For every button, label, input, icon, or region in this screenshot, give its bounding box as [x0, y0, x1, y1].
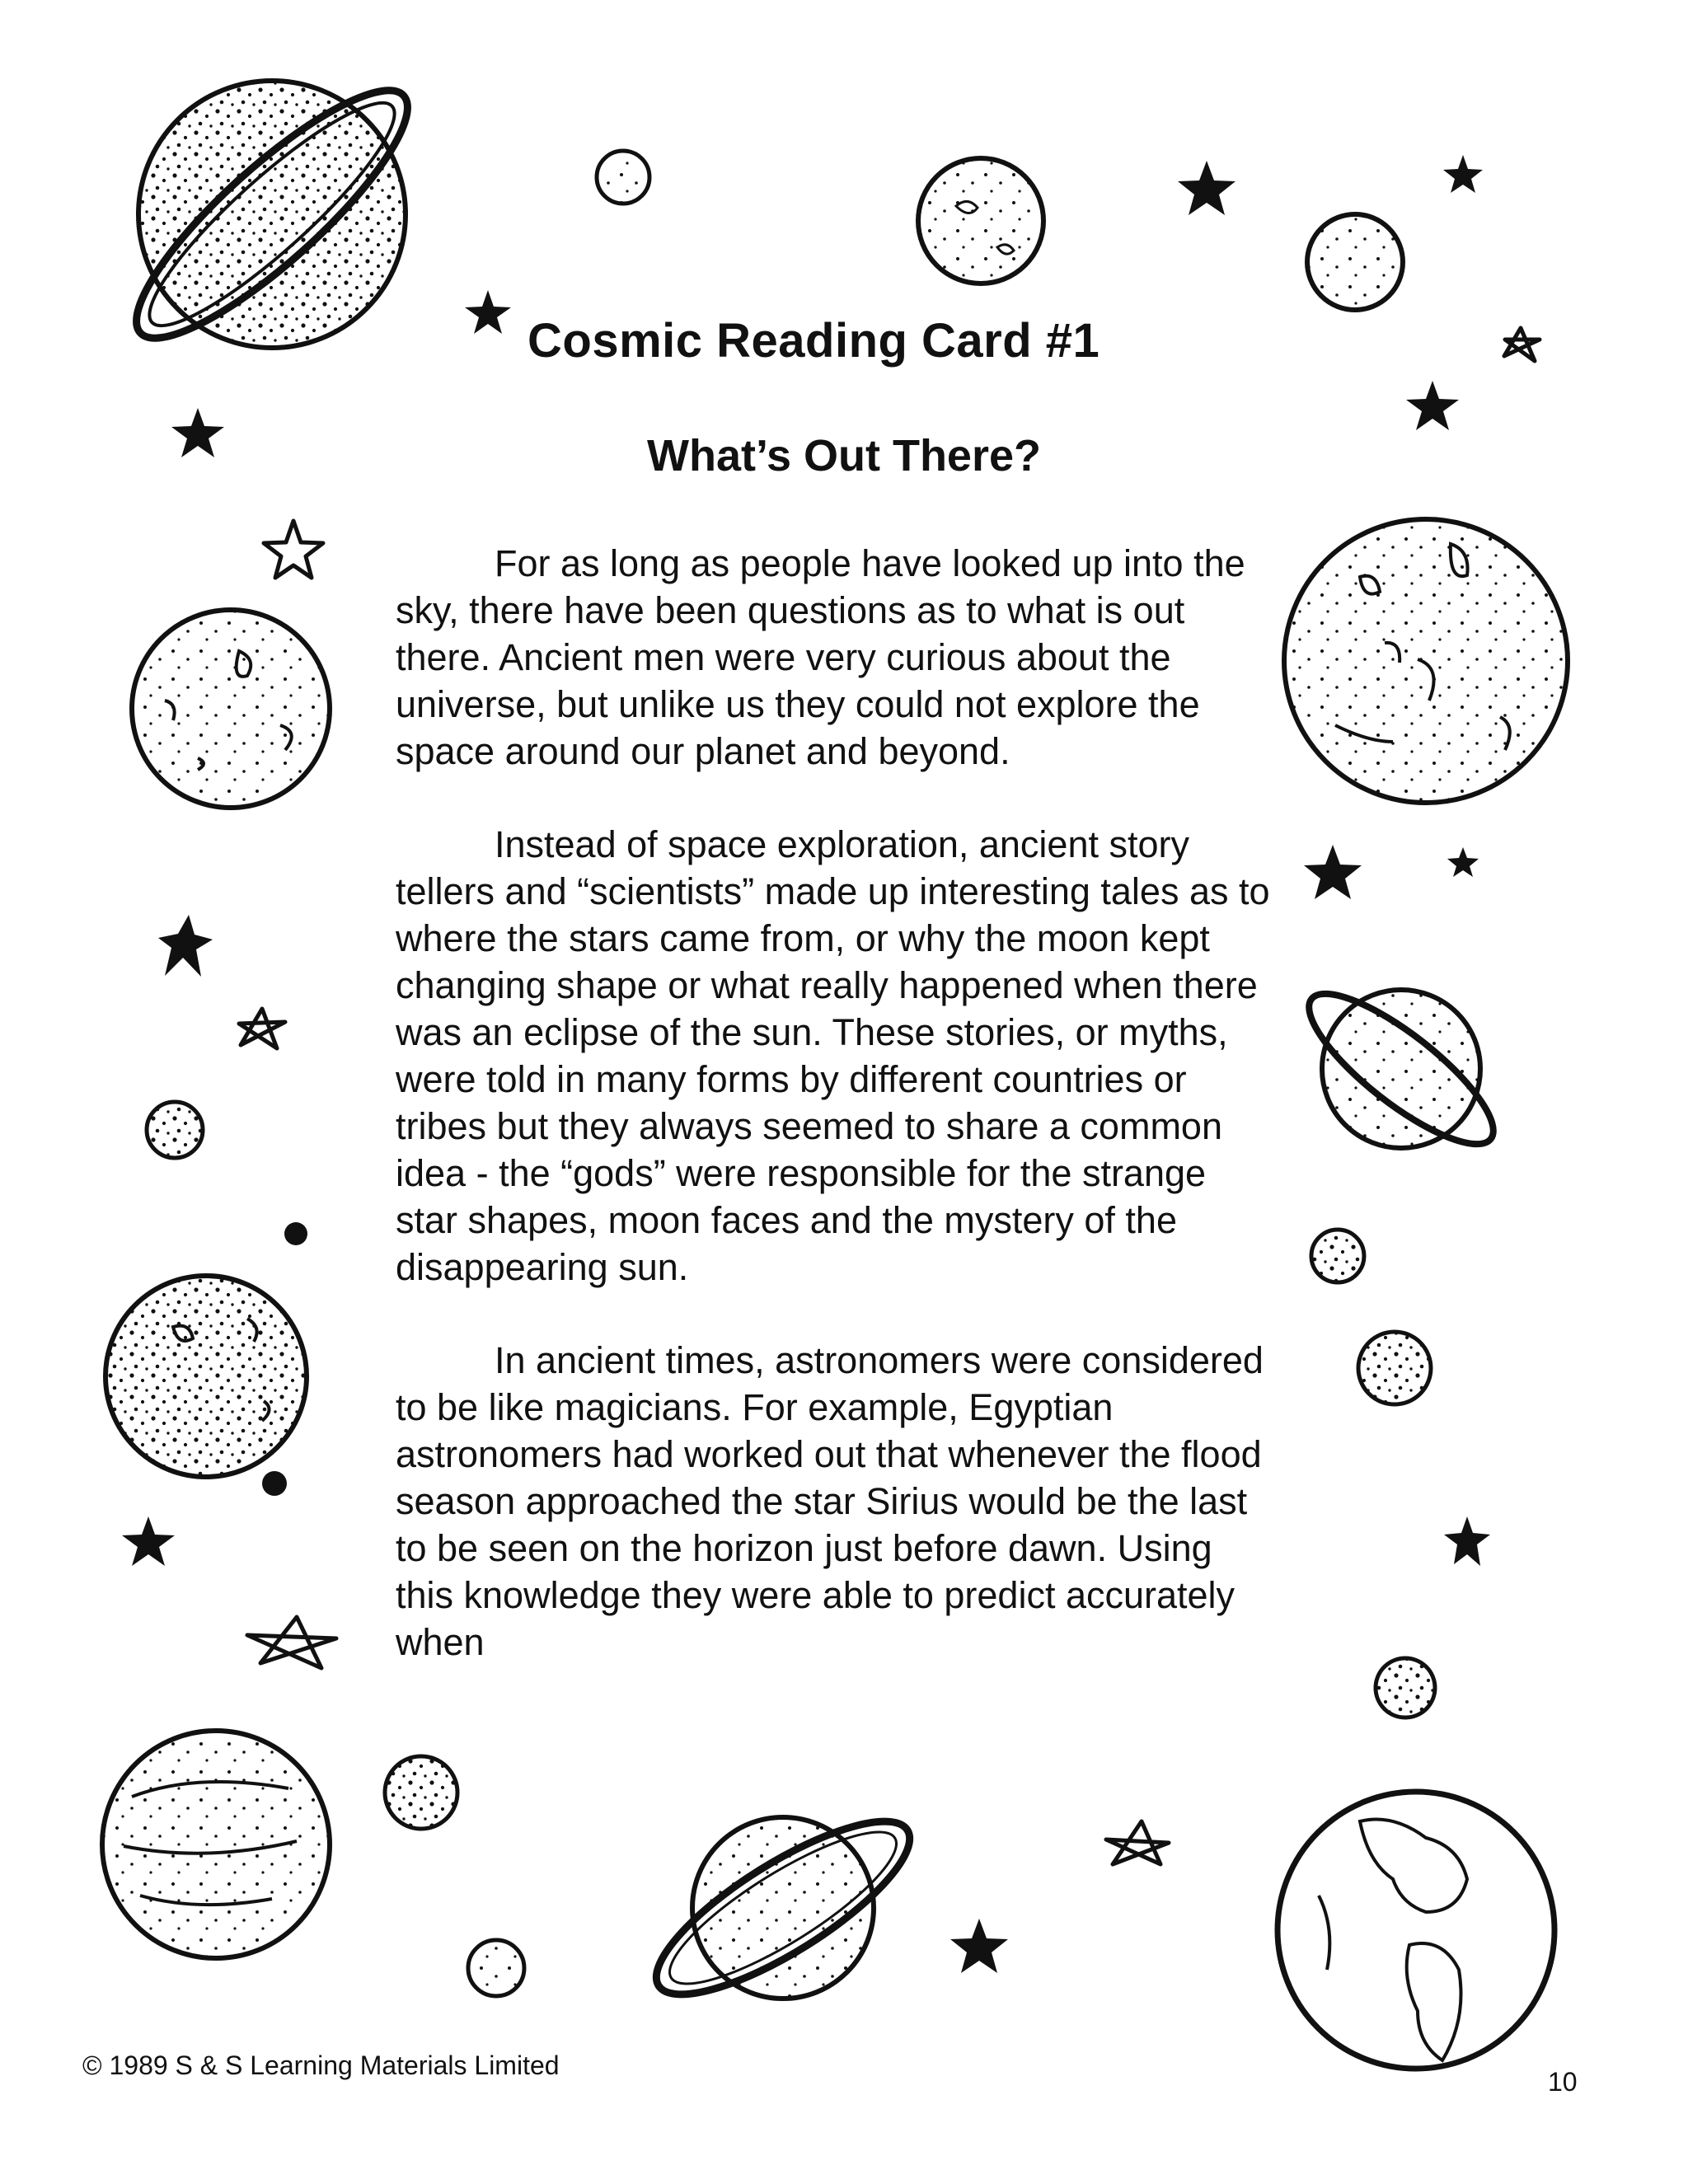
filled-star-icon	[1444, 1516, 1490, 1566]
filled-star-icon	[465, 290, 511, 334]
filled-star-icon	[1406, 381, 1459, 430]
moon-icon	[918, 158, 1043, 284]
outline-star-icon	[1106, 1821, 1169, 1864]
planet-icon	[1284, 519, 1568, 803]
filled-star-icon	[1447, 847, 1479, 877]
filled-star-icon	[158, 915, 213, 977]
earth-globe-icon	[1278, 1792, 1554, 2069]
moon-icon	[284, 1222, 307, 1245]
moon-icon	[597, 151, 649, 204]
moon-icon	[1307, 214, 1403, 310]
planet-icon	[106, 1276, 307, 1477]
outline-star-icon	[239, 1009, 285, 1048]
moon-icon	[1311, 1230, 1364, 1282]
outline-star-icon	[247, 1617, 336, 1668]
copyright-notice: © 1989 S & S Learning Materials Limited	[82, 2050, 560, 2080]
filled-star-icon	[1178, 161, 1236, 215]
page-number: 10	[1548, 2067, 1578, 2097]
filled-star-icon	[1443, 155, 1483, 193]
moon-icon	[1358, 1332, 1431, 1404]
reading-text	[396, 540, 1278, 1712]
card-subtitle: What’s Out There?	[646, 431, 1041, 480]
outline-star-icon	[1504, 328, 1540, 361]
filled-star-icon	[1304, 845, 1362, 899]
paragraph: In ancient times, astronomers were considered to be like magicians. For example, Egyptian astronomers had worked out that whenever the flood season approached the star Sirius would be the last to be seen on the horizon just before dawn. Using this knowledge they were able to predict accurately when	[396, 1339, 1264, 1663]
planet-icon	[102, 1731, 330, 1958]
paragraph: Instead of space exploration, ancient story tellers and “scientists” made up interesting tales as to where the stars came from, or why the moon kept changing shape or what really happened when there was an eclipse of the sun. These stories, or myths, were told in many forms by different countries or tribes but they always seemed to share a common idea - the “gods” were responsible for the strange star shapes, moon faces and the mystery of the disappearing sun.	[396, 823, 1270, 1288]
moon-icon	[147, 1102, 203, 1158]
card-title: Cosmic Reading Card #1	[528, 314, 1100, 368]
ringed-planet-icon	[635, 1793, 931, 2023]
moon-icon	[262, 1471, 287, 1496]
filled-star-icon	[950, 1919, 1008, 1973]
moon-icon	[385, 1756, 457, 1829]
filled-star-icon	[122, 1516, 175, 1566]
ringed-planet-icon	[1290, 972, 1512, 1166]
paragraph: For as long as people have looked up into the sky, there have been questions as to what is out there. Ancient men were very curious about the universe, but unlike us they could not explore the space around our planet and beyond.	[396, 542, 1245, 772]
moon-icon	[468, 1940, 524, 1996]
ringed-planet-icon	[108, 60, 435, 368]
outline-star-icon	[264, 521, 323, 578]
planet-icon	[132, 610, 330, 808]
moon-icon	[1376, 1658, 1435, 1718]
